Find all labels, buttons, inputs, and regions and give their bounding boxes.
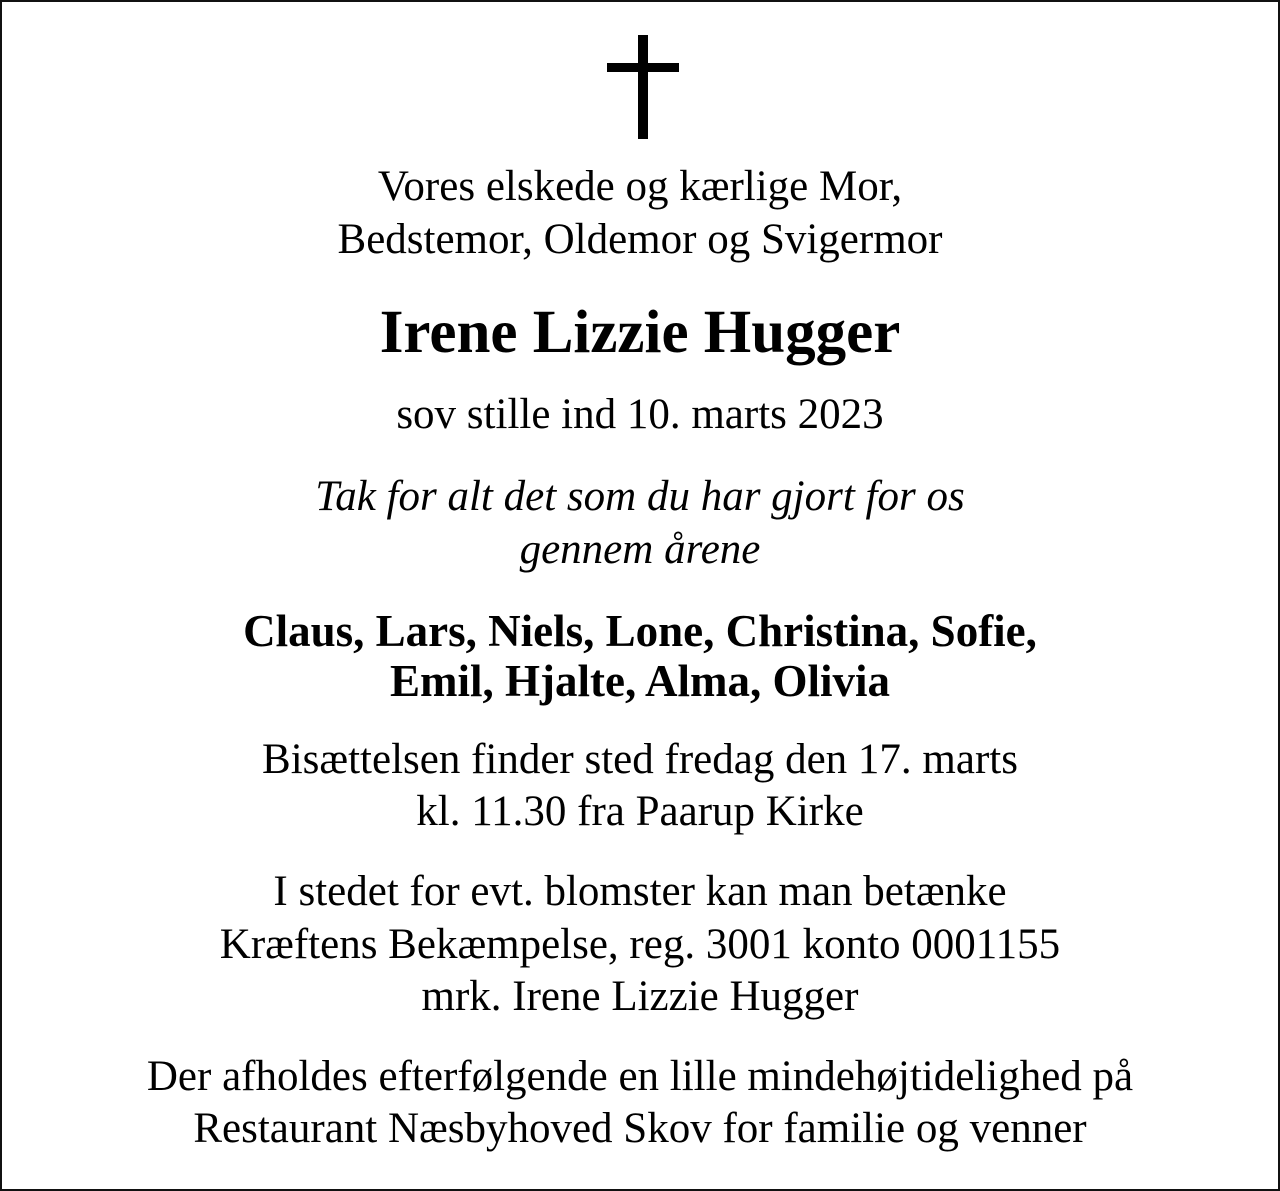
gathering-line-2: Restaurant Næsbyhoved Skov for familie og venner — [193, 1105, 1087, 1152]
intro-line-1: Vores elskede og kærlige Mor, — [377, 163, 903, 210]
family-line-2: Emil, Hjalte, Alma, Olivia — [390, 656, 890, 706]
cross-icon — [607, 35, 679, 139]
thanks-line-2: gennem årene — [519, 526, 761, 573]
thanks-line-1: Tak for alt det som du har gjort for os — [315, 473, 965, 520]
family-line-1: Claus, Lars, Niels, Lone, Christina, Sofie, — [243, 606, 1037, 656]
passed-date: sov stille ind 10. marts 2023 — [396, 391, 884, 438]
donation-line-2: Kræftens Bekæmpelse, reg. 3001 konto 0001155 — [219, 921, 1061, 968]
intro-line-2: Bedstemor, Oldemor og Svigermor — [337, 216, 943, 263]
funeral-line-2: kl. 11.30 fra Paarup Kirke — [416, 788, 864, 835]
funeral-line-1: Bisættelsen finder sted fredag den 17. marts — [262, 736, 1018, 783]
deceased-name: Irene Lizzie Hugger — [379, 299, 901, 366]
donation-line-3: mrk. Irene Lizzie Hugger — [421, 973, 859, 1020]
donation-line-1: I stedet for evt. blomster kan man betænke — [273, 868, 1007, 915]
gathering-line-1: Der afholdes efterfølgende en lille mindehøjtidelighed på — [146, 1053, 1134, 1100]
